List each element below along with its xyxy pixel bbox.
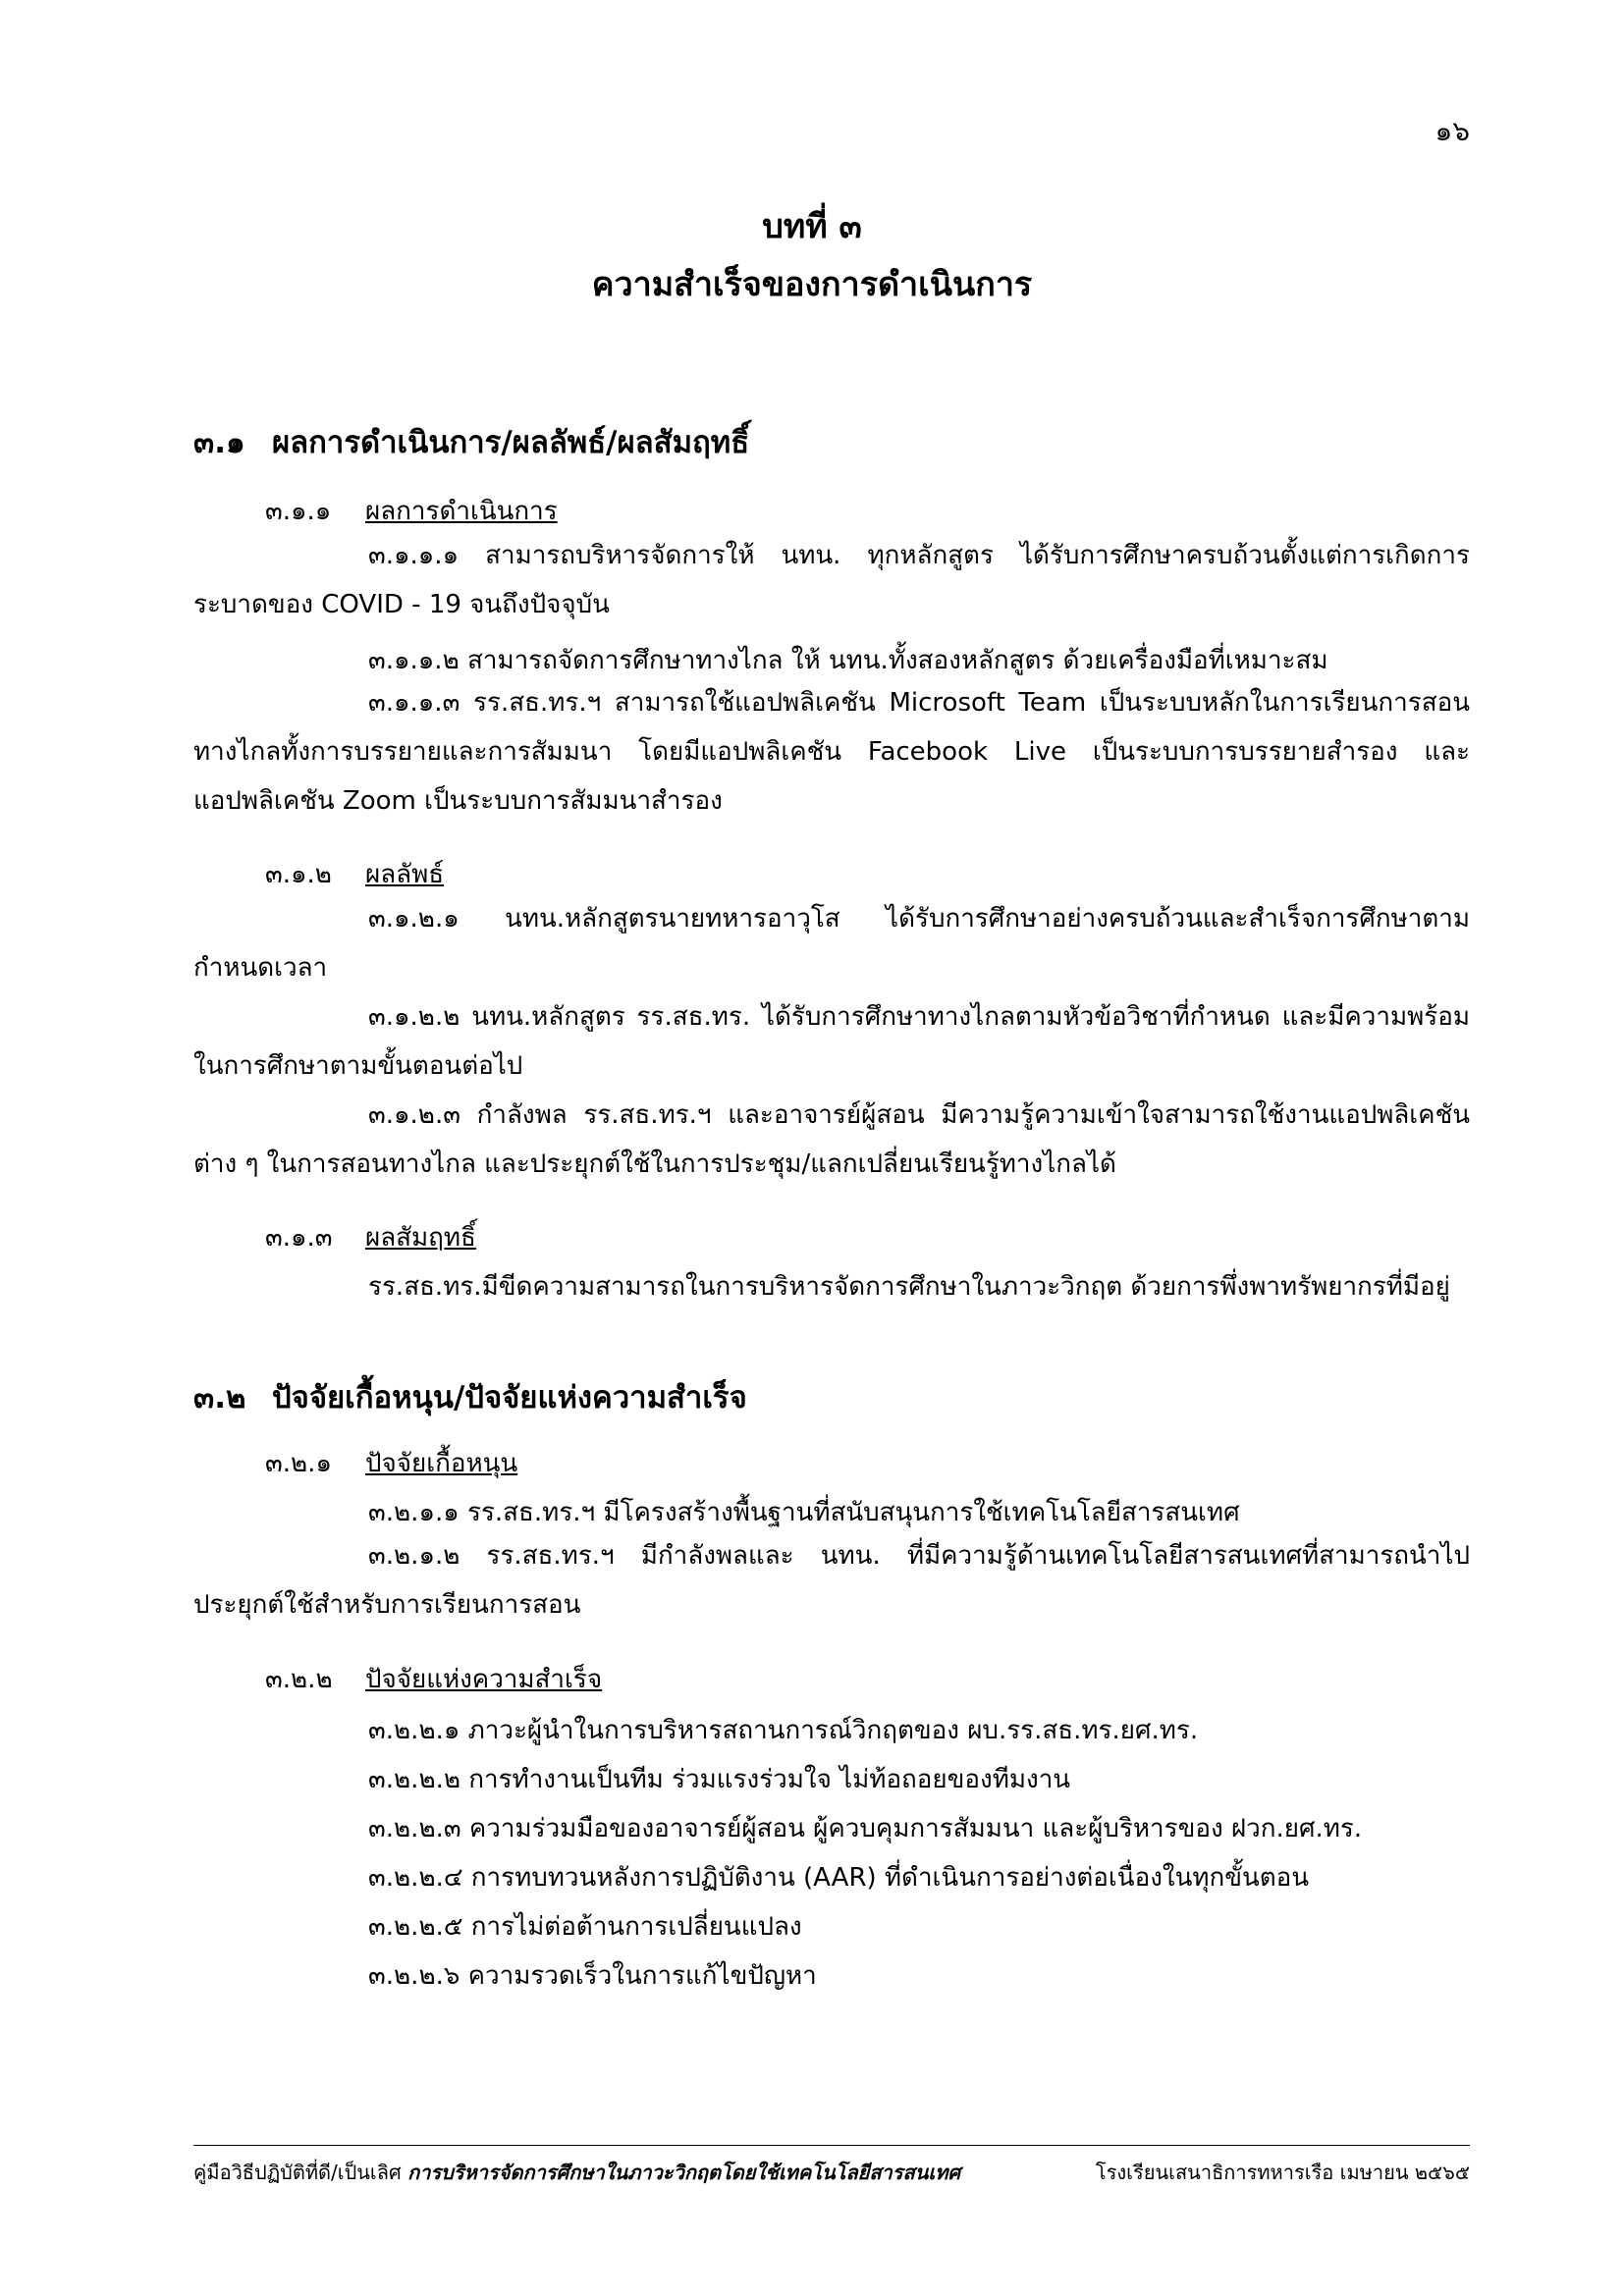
page-number: ๑๖: [1435, 115, 1470, 147]
footer-organization-date: โรงเรียนเสนาธิการทหารเรือ เมษายน ๒๕๖๕: [1095, 2161, 1470, 2184]
list-item: ๓.๒.๑.๑ รร.สธ.ทร.ฯ มีโครงสร้างพื้นฐานที่สนับสนุนการใช้เทคโนโลยีสารสนเทศ: [368, 1498, 1240, 1527]
subsection-heading: [265, 1217, 476, 1257]
section-title: ผลการดำเนินการ/ผลลัพธ์/ผลสัมฤทธิ์: [272, 425, 750, 460]
paragraph: รร.สธ.ทร.มีขีดความสามารถในการบริหารจัดการศึกษาในภาวะวิกฤต ด้วยการพึ่งพาทรัพยากรที่มีอยู่: [368, 1272, 1450, 1302]
chapter-number: บทที่ ๓: [762, 207, 862, 246]
subsection-heading: [265, 1443, 517, 1483]
paragraph: ๓.๑.๒.๒ นทน.หลักสูตร รร.สธ.ทร. ได้รับการศึกษาทางไกลตามหัวข้อวิชาที่กำหนด และมีความพร้อมในการศึกษาตามขั้นตอนต่อไป: [193, 1002, 1470, 1081]
subsection-number: ๓.๑.๒: [265, 860, 332, 889]
paragraph: ๓.๒.๑.๒ รร.สธ.ทร.ฯ มีกำลังพลและ นทน. ที่มีความรู้ด้านเทคโนโลยีสารสนเทศที่สามารถนำไปประยุกต์ใช้สำหรับการเรียนการสอน: [193, 1541, 1470, 1620]
footer-divider: [193, 2145, 1470, 2146]
footer-document-title: การบริหารจัดการศึกษาในภาวะวิกฤตโดยใช้เทคโนโลยีสารสนเทศ: [407, 2161, 961, 2184]
subsection-title: ปัจจัยแห่งความสำเร็จ: [365, 1665, 603, 1694]
subsection-heading: [265, 854, 444, 894]
paragraph: ๓.๑.๒.๓ กำลังพล รร.สธ.ทร.ฯ และอาจารย์ผู้สอน มีความรู้ความเข้าใจสามารถใช้งานแอปพลิเคชันต่าง ๆ ในการสอนทางไกล และประยุกต์ใช้ในการประชุม/แลกเปลี่ยนเรียนรู้ทางไกลได้: [193, 1100, 1470, 1179]
list-item: ๓.๒.๒.๔ การทบทวนหลังการปฏิบัติงาน (AAR) ที่ดำเนินการอย่างต่อเนื่องในทุกขั้นตอน: [368, 1863, 1310, 1893]
section-heading: [193, 1372, 747, 1421]
section-title: ปัจจัยเกื้อหนุน/ปัจจัยแห่งความสำเร็จ: [272, 1380, 747, 1415]
subsection-number: ๓.๑.๑: [265, 497, 332, 526]
subsection-title: ผลลัพธ์: [365, 860, 445, 889]
list-item: ๓.๑.๑.๒ สามารถจัดการศึกษาทางไกล ให้ นทน.ทั้งสองหลักสูตร ด้วยเครื่องมือที่เหมาะสม: [368, 646, 1328, 675]
list-item: ๓.๒.๒.๕ การไม่ต่อต้านการเปลี่ยนแปลง: [368, 1912, 802, 1942]
section-number: ๓.๑: [193, 425, 245, 460]
chapter-title: ความสำเร็จของการดำเนินการ: [591, 265, 1033, 304]
paragraph: ๓.๑.๑.๑ สามารถบริหารจัดการให้ นทน. ทุกหลักสูตร ได้รับการศึกษาครบถ้วนตั้งแต่การเกิดการระบาดของ COVID - 19 จนถึงปัจจุบัน: [193, 541, 1470, 619]
paragraph: ๓.๑.๑.๓ รร.สธ.ทร.ฯ สามารถใช้แอปพลิเคชัน Microsoft Team เป็นระบบหลักในการเรียนการสอนทางไกลทั้งการบรรยายและการสัมมนา โดยมีแอปพลิเคชัน Facebook Live เป็นระบบการบรรยายสำรอง และแอปพลิเคชัน Zoom เป็นระบบการสัมมนาสำรอง: [193, 688, 1470, 816]
subsection-number: ๓.๒.๒: [265, 1665, 333, 1694]
list-item: ๓.๒.๒.๖ ความรวดเร็วในการแก้ไขปัญหา: [368, 1961, 817, 1991]
footer-document-type: คู่มือวิธีปฏิบัติที่ดี/เป็นเลิศ: [193, 2161, 402, 2184]
subsection-title: ผลการดำเนินการ: [365, 497, 558, 526]
subsection-heading: [265, 491, 558, 531]
section-heading: [193, 417, 749, 466]
subsection-title: ปัจจัยเกื้อหนุน: [365, 1449, 518, 1478]
subsection-heading: [265, 1659, 602, 1699]
subsection-number: ๓.๒.๑: [265, 1449, 332, 1478]
subsection-title: ผลสัมฤทธิ์: [365, 1223, 476, 1253]
list-item: ๓.๒.๒.๒ การทำงานเป็นทีม ร่วมแรงร่วมใจ ไม่ท้อถอยของทีมงาน: [368, 1765, 1071, 1794]
paragraph: ๓.๑.๒.๑ นทน.หลักสูตรนายทหารอาวุโส ได้รับการศึกษาอย่างครบถ้วนและสำเร็จการศึกษาตามกำหนดเวลา: [193, 904, 1470, 983]
list-item: ๓.๒.๒.๓ ความร่วมมือของอาจารย์ผู้สอน ผู้ควบคุมการสัมมนา และผู้บริหารของ ฝวก.ยศ.ทร.: [368, 1814, 1363, 1843]
subsection-number: ๓.๑.๓: [265, 1223, 333, 1253]
footer-left: [193, 2157, 960, 2188]
list-item: ๓.๒.๒.๑ ภาวะผู้นำในการบริหารสถานการณ์วิกฤตของ ผบ.รร.สธ.ทร.ยศ.ทร.: [368, 1716, 1199, 1745]
section-number: ๓.๒: [193, 1380, 246, 1415]
